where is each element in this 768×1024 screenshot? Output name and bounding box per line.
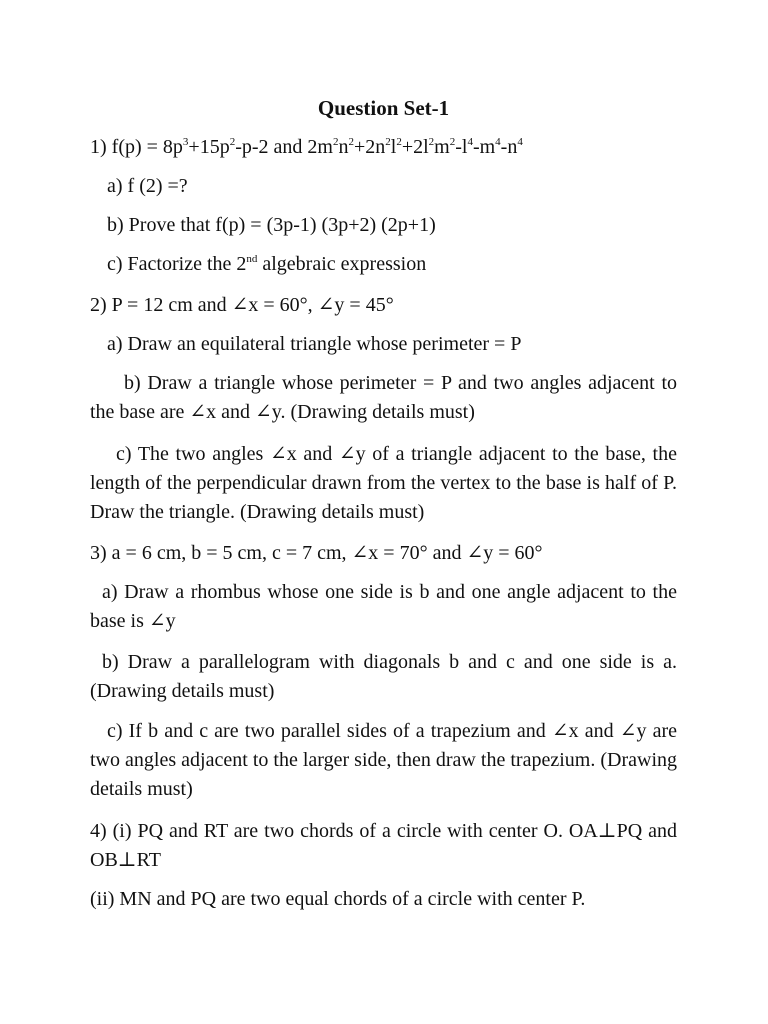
q3-part-b: b) Draw a parallelogram with diagonals b and c and one side is a. (Drawing details must) xyxy=(90,651,677,702)
q2-part-b: b) Draw a triangle whose perimeter = P and two angles adjacent to the base are ∠x and ∠y. (Drawing details must) xyxy=(90,372,677,423)
q1-stem: 1) $f(p) = 8p^3+15p^2-p-2$ and $2m^2n^2+2n^2l^2+2l^2m^2-l^4-m^4-n^4$ xyxy=(90,136,523,158)
q2-part-a: a) Draw an equilateral triangle whose perimeter = P xyxy=(107,333,522,355)
q1-part-b: b) Prove that f(p) = (3p-1) (3p+2) (2p+1) xyxy=(107,214,436,236)
q1-part-a: a) f (2) =? xyxy=(107,175,188,197)
q3-part-c: c) If b and c are two parallel sides of a trapezium and ∠x and ∠y are two angles adjacent to the larger side, then draw the trapezium. (Drawing details must) xyxy=(90,720,677,800)
q3-part-a: a) Draw a rhombus whose one side is b and one angle adjacent to the base is ∠y xyxy=(90,581,677,632)
q1-part-c: c) Factorize the 2nd algebraic expression xyxy=(107,253,427,275)
q4-part-i: 4) (i) PQ and RT are two chords of a circle with center O. OA⊥PQ and OB⊥RT xyxy=(90,820,677,871)
page-title: Question Set-1 xyxy=(317,96,450,120)
q4-part-ii: (ii) MN and PQ are two equal chords of a circle with center P. xyxy=(90,888,586,910)
q2-stem: 2) P = 12 cm and ∠x = 60°, ∠y = 45° xyxy=(90,294,394,316)
q2-part-c: c) The two angles ∠x and ∠y of a triangle adjacent to the base, the length of the perpendicular drawn from the vertex to the base is half of P. Draw the triangle. (Drawing details must) xyxy=(90,443,677,523)
q3-stem: 3) a = 6 cm, b = 5 cm, c = 7 cm, ∠x = 70° and ∠y = 60° xyxy=(90,542,543,564)
